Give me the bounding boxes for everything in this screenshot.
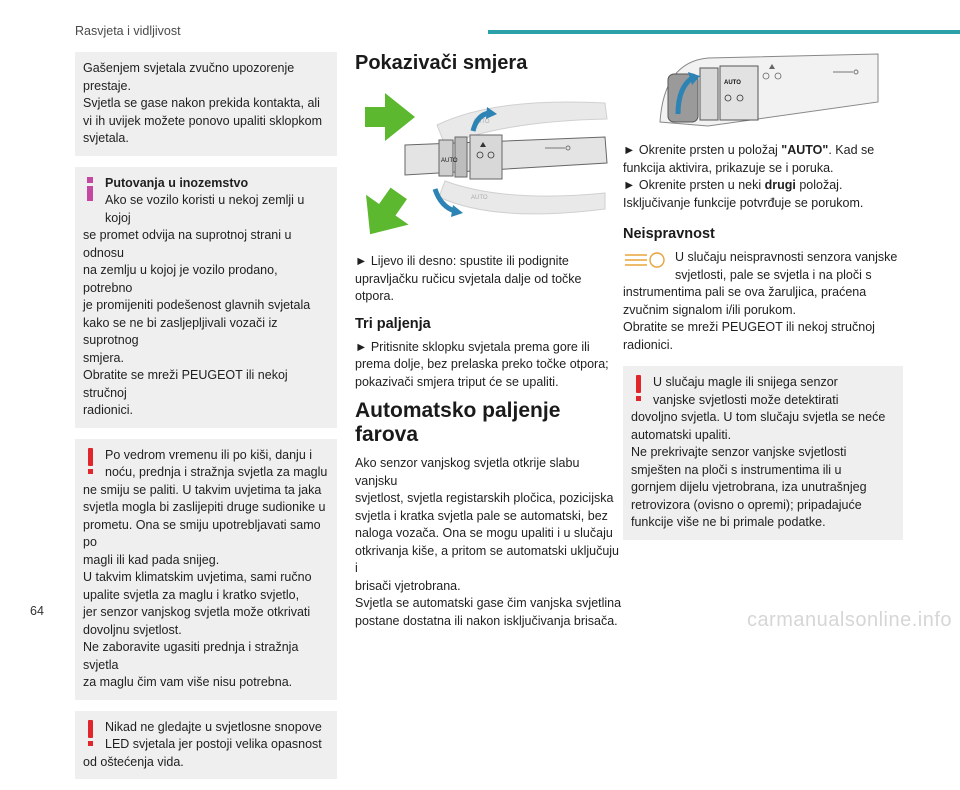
text-line: dovoljnu svjetlost. bbox=[83, 622, 182, 637]
text-line: se promet odvija na suprotnoj strani u odnosu bbox=[83, 228, 292, 260]
text-line: Isključivanje funkcije potvrđuje se porukom. bbox=[623, 195, 864, 210]
text-line: prometu. Ona se smiju upotrebljavati samo po bbox=[83, 517, 321, 549]
text-line: Nikad ne gledajte u svjetlosne snopove bbox=[105, 719, 322, 734]
text-line: magli ili kad pada snijeg. bbox=[83, 552, 220, 567]
text-line: brisači vjetrobrana. bbox=[355, 578, 461, 593]
warning-icon bbox=[87, 720, 94, 746]
text-line: Po vedrom vremenu ili po kiši, danju i bbox=[105, 447, 313, 462]
page-number: 64 bbox=[30, 604, 44, 618]
stalk-main bbox=[405, 135, 607, 179]
text-line: radionici. bbox=[83, 403, 134, 417]
info-box-travel-abroad bbox=[75, 167, 337, 428]
stalk-ghost-down bbox=[439, 181, 605, 214]
warning-icon bbox=[87, 448, 94, 474]
text-line: ne smiju se paliti. U takvim uvjetima ta jaka bbox=[83, 482, 322, 497]
text-line: upravljačku ručicu svjetala dalje od točke otpora. bbox=[355, 271, 582, 303]
malfunction-lead bbox=[623, 249, 903, 284]
column-left bbox=[75, 52, 337, 790]
text-line: funkcije više ne bi primale podatke. bbox=[631, 515, 826, 529]
text-line: automatski upaliti. bbox=[631, 427, 732, 442]
text-line: upalite svjetla za maglu i kratko svjetlo, bbox=[83, 587, 300, 602]
header-accent-bar bbox=[488, 30, 960, 34]
text-line: Ne zaboravite ugasiti prednja i stražnja svjetla bbox=[83, 640, 299, 672]
text-line: LED svjetala jer postoji velika opasnost bbox=[105, 737, 322, 751]
text-line: instrumentima pali se ova žaruljica, praćena bbox=[623, 285, 867, 299]
text-line: ► Okrenite prsten u položaj "AUTO". Kad se bbox=[623, 143, 875, 157]
text-line: Ne prekrivajte senzor vanjske svjetlosti bbox=[631, 445, 847, 459]
text-line: prestaje. bbox=[83, 78, 131, 93]
text-line: Svjetla se gase nakon prekida kontakta, ali bbox=[83, 96, 320, 110]
indicator-stalk-illustration bbox=[355, 85, 623, 245]
text-line: za maglu čim vam više nisu potrebna. bbox=[83, 675, 293, 689]
text-line: prema dolje, bez prelaska preko točke otpora; bbox=[355, 357, 609, 371]
text-line: ► Okrenite prsten u neki drugi položaj. bbox=[623, 178, 843, 192]
running-header: Rasvjeta i vidljivost bbox=[75, 24, 181, 38]
text-line: funkcija aktivira, prikazuje se i poruka. bbox=[623, 160, 834, 175]
svg-text:AUTO: AUTO bbox=[441, 158, 458, 164]
warning-light-icon bbox=[623, 250, 667, 270]
warning-box-fog-lights bbox=[75, 439, 337, 700]
text-line: gornjem dijelu vjetrobrana, iza unutrašnjeg bbox=[631, 480, 867, 494]
text-line: zvučnim signalom i/ili porukom. bbox=[623, 302, 796, 317]
stalk-diagram bbox=[355, 85, 623, 245]
info-box-title: Putovanja u inozemstvo bbox=[105, 175, 249, 190]
text-line: retrovizora (ovisno o opremi); pripadajuće bbox=[631, 497, 862, 512]
column-right bbox=[623, 52, 903, 551]
text-line: vanjske svjetlosti može detektirati bbox=[653, 392, 839, 407]
text-line: jer senzor vanjskog svjetla može otkrivati bbox=[83, 605, 311, 619]
text-line: pokazivači smjera triput će se upaliti. bbox=[355, 374, 559, 389]
text-line: smjera. bbox=[83, 350, 124, 365]
paragraph-malfunction bbox=[623, 249, 903, 354]
text-line: na zemlju u kojoj je vozilo prodano, potrebno bbox=[83, 263, 278, 295]
text-line: ► Lijevo ili desno: spustite ili podignite bbox=[355, 254, 569, 268]
warning-icon bbox=[635, 375, 642, 401]
paragraph-three-flashes bbox=[355, 339, 623, 392]
auto-ring-illustration bbox=[648, 52, 903, 134]
auto-ring-diagram bbox=[648, 52, 878, 134]
text-line: U takvim klimatskim uvjetima, sami ručno bbox=[83, 570, 312, 584]
text-line: radionici. bbox=[623, 337, 674, 352]
text-line: vi ih uvijek možete ponovo upaliti sklopkom bbox=[83, 113, 323, 128]
note-box-lights-off bbox=[75, 52, 337, 156]
arrow-up-right-icon bbox=[365, 93, 415, 141]
subheading-malfunction: Neispravnost bbox=[623, 226, 715, 242]
svg-text:AUTO: AUTO bbox=[724, 80, 741, 86]
subheading-three-flashes: Tri paljenja bbox=[355, 315, 431, 332]
text-line: Obratite se mreži PEUGEOT ili nekoj stručnoj bbox=[83, 368, 288, 400]
section-title-auto-headlamps: Automatsko paljenje farova bbox=[355, 399, 561, 446]
text-line: kako se ne bi zasljepljivali vozači iz suprotnog bbox=[83, 315, 278, 347]
text-line: postane dostatna ili nakon isključivanja brisača. bbox=[355, 613, 618, 628]
warning-box-sensor bbox=[623, 366, 903, 540]
text-line: svjetlosti, pale se svjetla i na ploči s bbox=[675, 267, 872, 282]
text-line: Obratite se mreži PEUGEOT ili nekoj stručnoj bbox=[623, 320, 875, 334]
svg-text:AUTO: AUTO bbox=[473, 119, 490, 125]
text-line: U slučaju neispravnosti senzora vanjske bbox=[675, 250, 898, 264]
text-line: svjetala. bbox=[83, 131, 129, 145]
text-line: Gašenjem svjetala zvučno upozorenje bbox=[83, 61, 295, 75]
text-line: Ako se vozilo koristi u nekoj zemlji u kojoj bbox=[105, 193, 305, 225]
text-line: dovoljno svjetla. U tom slučaju svjetla se neće bbox=[631, 410, 886, 424]
text-line: svjetla i kratka svjetla pale se automatski, bez bbox=[355, 508, 608, 523]
column-middle bbox=[355, 52, 623, 630]
arrow-down-left-icon bbox=[349, 178, 420, 249]
text-line: Ako senzor vanjskog svjetla otkrije slabu vanjsku bbox=[355, 456, 580, 488]
watermark: carmanualsonline.info bbox=[746, 609, 952, 631]
paragraph-auto-headlamps bbox=[355, 455, 623, 630]
text-line: otkrivanja kiše, a pritom se automatski uključuju i bbox=[355, 543, 620, 575]
section-title-indicators: Pokazivači smjera bbox=[355, 52, 528, 74]
text-line: ► Pritisnite sklopku svjetala prema gore ili bbox=[355, 339, 590, 354]
paragraph-left-right bbox=[355, 253, 623, 306]
text-line: od oštećenja vida. bbox=[83, 754, 184, 769]
text-line: Svjetla se automatski gase čim vanjska svjetlina bbox=[355, 596, 622, 610]
text-line: naloga vozača. Ona se mogu upaliti i u slučaju bbox=[355, 526, 613, 540]
text-line: smješten na ploči s instrumentima ili u bbox=[631, 462, 842, 477]
info-icon bbox=[87, 177, 93, 201]
svg-text:AUTO: AUTO bbox=[471, 195, 488, 201]
text-line: svjetla mogla bi zaslijepiti druge sudionike u bbox=[83, 500, 326, 514]
warning-box-led bbox=[75, 711, 337, 780]
text-line: je promijeniti podešenost glavnih svjetala bbox=[83, 298, 311, 312]
paragraph-auto-ring bbox=[623, 142, 903, 212]
text-line: svjetlost, svjetla registarskih pločica, pozicijska bbox=[355, 491, 614, 505]
text-line: U slučaju magle ili snijega senzor bbox=[653, 375, 838, 389]
text-line: noću, prednja i stražnja svjetla za maglu bbox=[105, 465, 328, 479]
